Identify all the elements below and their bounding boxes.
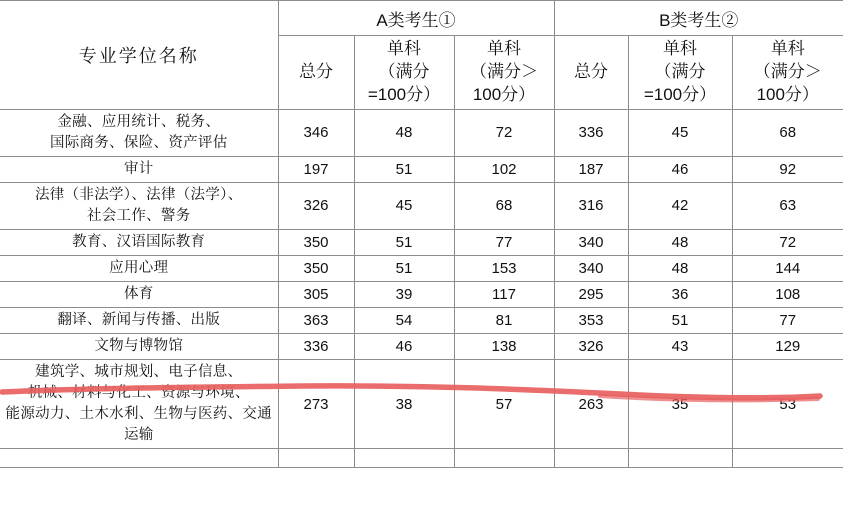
row-major-name-line: 运输 [123,427,154,444]
cell-empty [628,449,732,468]
cell-a-gt100: 153 [454,255,554,281]
cell-a-total: 305 [278,281,354,307]
row-major-name-line: 教育、汉语国际教育 [72,233,206,250]
cell-b-le100: 36 [628,281,732,307]
cell-b-le100: 51 [628,307,732,333]
header-a-single-le100-line2: （满分 [378,61,430,81]
header-a-single-gt100 [454,36,554,110]
table-row-partial [0,449,843,468]
header-b-single-le100 [628,36,732,110]
cell-b-le100: 45 [628,109,732,156]
cell-empty [354,449,454,468]
row-major-name [0,229,278,255]
header-a-single-le100-line1: 单科 [387,39,421,58]
cell-b-gt100: 63 [732,182,843,229]
table-row [0,182,843,229]
cell-a-gt100: 57 [454,359,554,448]
cell-a-gt100: 102 [454,156,554,182]
table-row [0,109,843,156]
row-major-name-line: 审计 [123,160,154,177]
cell-b-total: 263 [554,359,628,448]
cell-b-gt100: 129 [732,333,843,359]
row-major-name [0,281,278,307]
header-b-single-gt100-line2: （满分＞ [753,61,822,81]
cell-a-le100: 51 [354,156,454,182]
cell-a-le100: 45 [354,182,454,229]
header-b-single-le100-line2: （满分 [654,61,706,81]
cell-empty [278,449,354,468]
cell-a-le100: 54 [354,307,454,333]
header-a-total: 总分 [278,36,354,110]
cell-a-le100: 46 [354,333,454,359]
cell-b-gt100: 108 [732,281,843,307]
cell-a-le100: 39 [354,281,454,307]
cell-a-le100: 48 [354,109,454,156]
cell-a-total: 346 [278,109,354,156]
row-major-name-line: 文物与博物馆 [94,337,184,354]
header-b-single-le100-line3: =100分） [643,84,717,104]
cell-empty [554,449,628,468]
table-row [0,333,843,359]
row-major-name-line: 法律（非法学）、法律（法学）、 [35,186,243,203]
cell-a-total: 197 [278,156,354,182]
cell-b-gt100: 92 [732,156,843,182]
cell-b-gt100: 72 [732,229,843,255]
cell-a-total: 350 [278,229,354,255]
cell-empty [454,449,554,468]
cell-b-gt100: 77 [732,307,843,333]
row-major-name [0,109,278,156]
cell-empty [0,449,278,468]
table-group-header-row [0,1,843,36]
row-major-name [0,333,278,359]
table-row [0,229,843,255]
cell-a-total: 336 [278,333,354,359]
cell-b-total: 340 [554,229,628,255]
cell-b-le100: 48 [628,255,732,281]
cell-b-total: 353 [554,307,628,333]
cell-b-total: 326 [554,333,628,359]
header-a-single-gt100-line1: 单科 [487,39,521,58]
cell-b-total: 340 [554,255,628,281]
cell-b-le100: 42 [628,182,732,229]
row-major-name [0,307,278,333]
cell-a-gt100: 72 [454,109,554,156]
cell-b-total: 295 [554,281,628,307]
header-group-b: B类考生② [554,1,843,36]
cell-b-total: 316 [554,182,628,229]
row-major-name-line: 建筑学、城市规划、电子信息、 [35,363,243,380]
cell-b-gt100: 53 [732,359,843,448]
cell-b-total: 336 [554,109,628,156]
cell-a-gt100: 68 [454,182,554,229]
table-row [0,255,843,281]
row-major-name [0,182,278,229]
row-major-name-line: 应用心理 [109,259,169,276]
table-row [0,359,843,448]
cell-b-le100: 35 [628,359,732,448]
table-row [0,281,843,307]
row-major-name-line: 社会工作、警务 [86,207,191,224]
header-a-single-le100 [354,36,454,110]
cell-b-total: 187 [554,156,628,182]
header-b-single-gt100-line3: 100分） [756,84,819,104]
header-a-single-gt100-line3: 100分） [472,84,536,104]
cell-empty [732,449,843,468]
cell-a-total: 363 [278,307,354,333]
cell-a-total: 326 [278,182,354,229]
header-b-single-le100-line1: 单科 [663,39,697,58]
row-major-name-line: 金融、应用统计、税务、 [57,113,221,130]
cell-a-total: 350 [278,255,354,281]
cell-a-gt100: 81 [454,307,554,333]
header-b-total: 总分 [554,36,628,110]
cell-a-gt100: 138 [454,333,554,359]
header-a-single-gt100-line2: （满分＞ [470,61,538,81]
row-major-name [0,359,278,448]
cell-b-le100: 46 [628,156,732,182]
row-major-name-line: 能源动力、土木水利、生物与医药、交通 [5,406,272,422]
cell-b-gt100: 68 [732,109,843,156]
header-b-single-gt100 [732,36,843,110]
table-row [0,307,843,333]
row-major-name [0,255,278,281]
row-major-name [0,156,278,182]
header-a-single-le100-line3: =100分） [367,84,441,104]
table-row [0,156,843,182]
header-b-single-gt100-line1: 单科 [770,39,805,58]
row-major-name-line: 体育 [123,285,154,302]
row-major-name-line: 机械、材料与化工、资源与环境、 [27,384,250,401]
row-major-name-line: 国际商务、保险、资产评估 [49,134,228,151]
cell-a-total: 273 [278,359,354,448]
cell-b-le100: 48 [628,229,732,255]
cell-a-gt100: 117 [454,281,554,307]
header-group-a: A类考生① [278,1,554,36]
cell-a-le100: 51 [354,229,454,255]
cell-b-le100: 43 [628,333,732,359]
cell-b-gt100: 144 [732,255,843,281]
cell-a-le100: 38 [354,359,454,448]
header-major-name: 专业学位名称 [0,1,278,110]
cell-a-gt100: 77 [454,229,554,255]
row-major-name-line: 翻译、新闻与传播、出版 [57,311,221,328]
cell-a-le100: 51 [354,255,454,281]
